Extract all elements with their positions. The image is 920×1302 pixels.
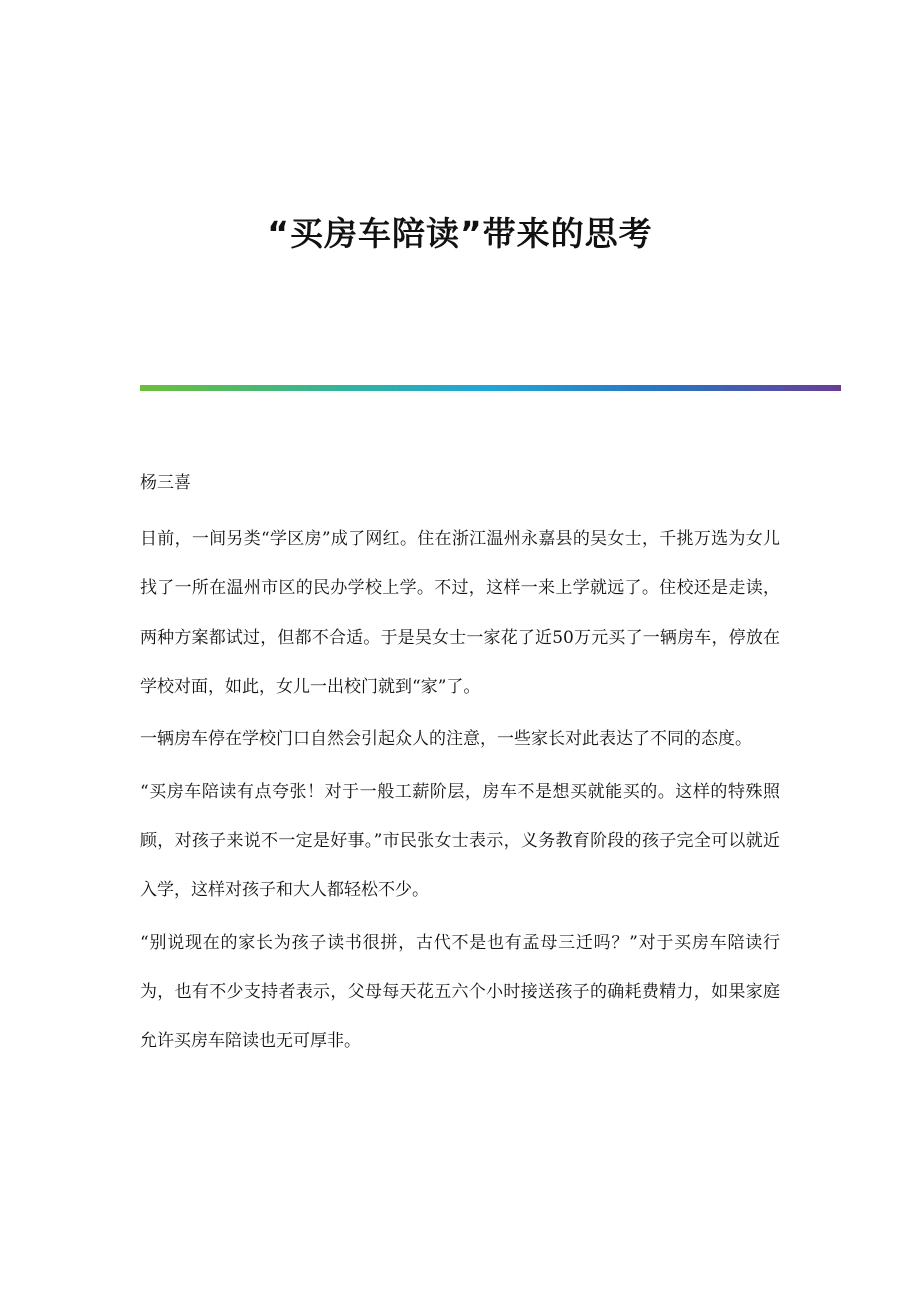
author-name: 杨三喜 [140, 473, 191, 493]
paragraph: 日前，一间另类“学区房”成了网红。住在浙江温州永嘉县的吴女士，千挑万选为女儿找了一所在温州市区的民办学校上学。不过，这样一来上学就远了。住校还是走读，两种方案都试过，但都不合适。于是吴女士一家花了近50万元买了一辆房车，停放在学校对面，如此，女儿一出校门就到“家”了。 [140, 529, 780, 698]
title-divider [140, 385, 841, 391]
paragraph: 一辆房车停在学校门口自然会引起众人的注意，一些家长对此表达了不同的态度。 [140, 729, 752, 750]
paragraph: “买房车陪读有点夸张！对于一般工薪阶层，房车不是想买就能买的。这样的特殊照顾，对孩子来说不一定是好事。”市民张女士表示，义务教育阶段的孩子完全可以就近入学，这样对孩子和大人都轻松不少。 [140, 781, 780, 901]
document-title: “买房车陪读”带来的思考 [267, 214, 653, 253]
document-body [140, 470, 780, 1069]
paragraph: “别说现在的家长为孩子读书很拼，古代不是也有孟母三迁吗？”对于买房车陪读行为，也有不少支持者表示，父母每天花五六个小时接送孩子的确耗费精力，如果家庭允许买房车陪读也无可厚非。 [140, 932, 780, 1052]
